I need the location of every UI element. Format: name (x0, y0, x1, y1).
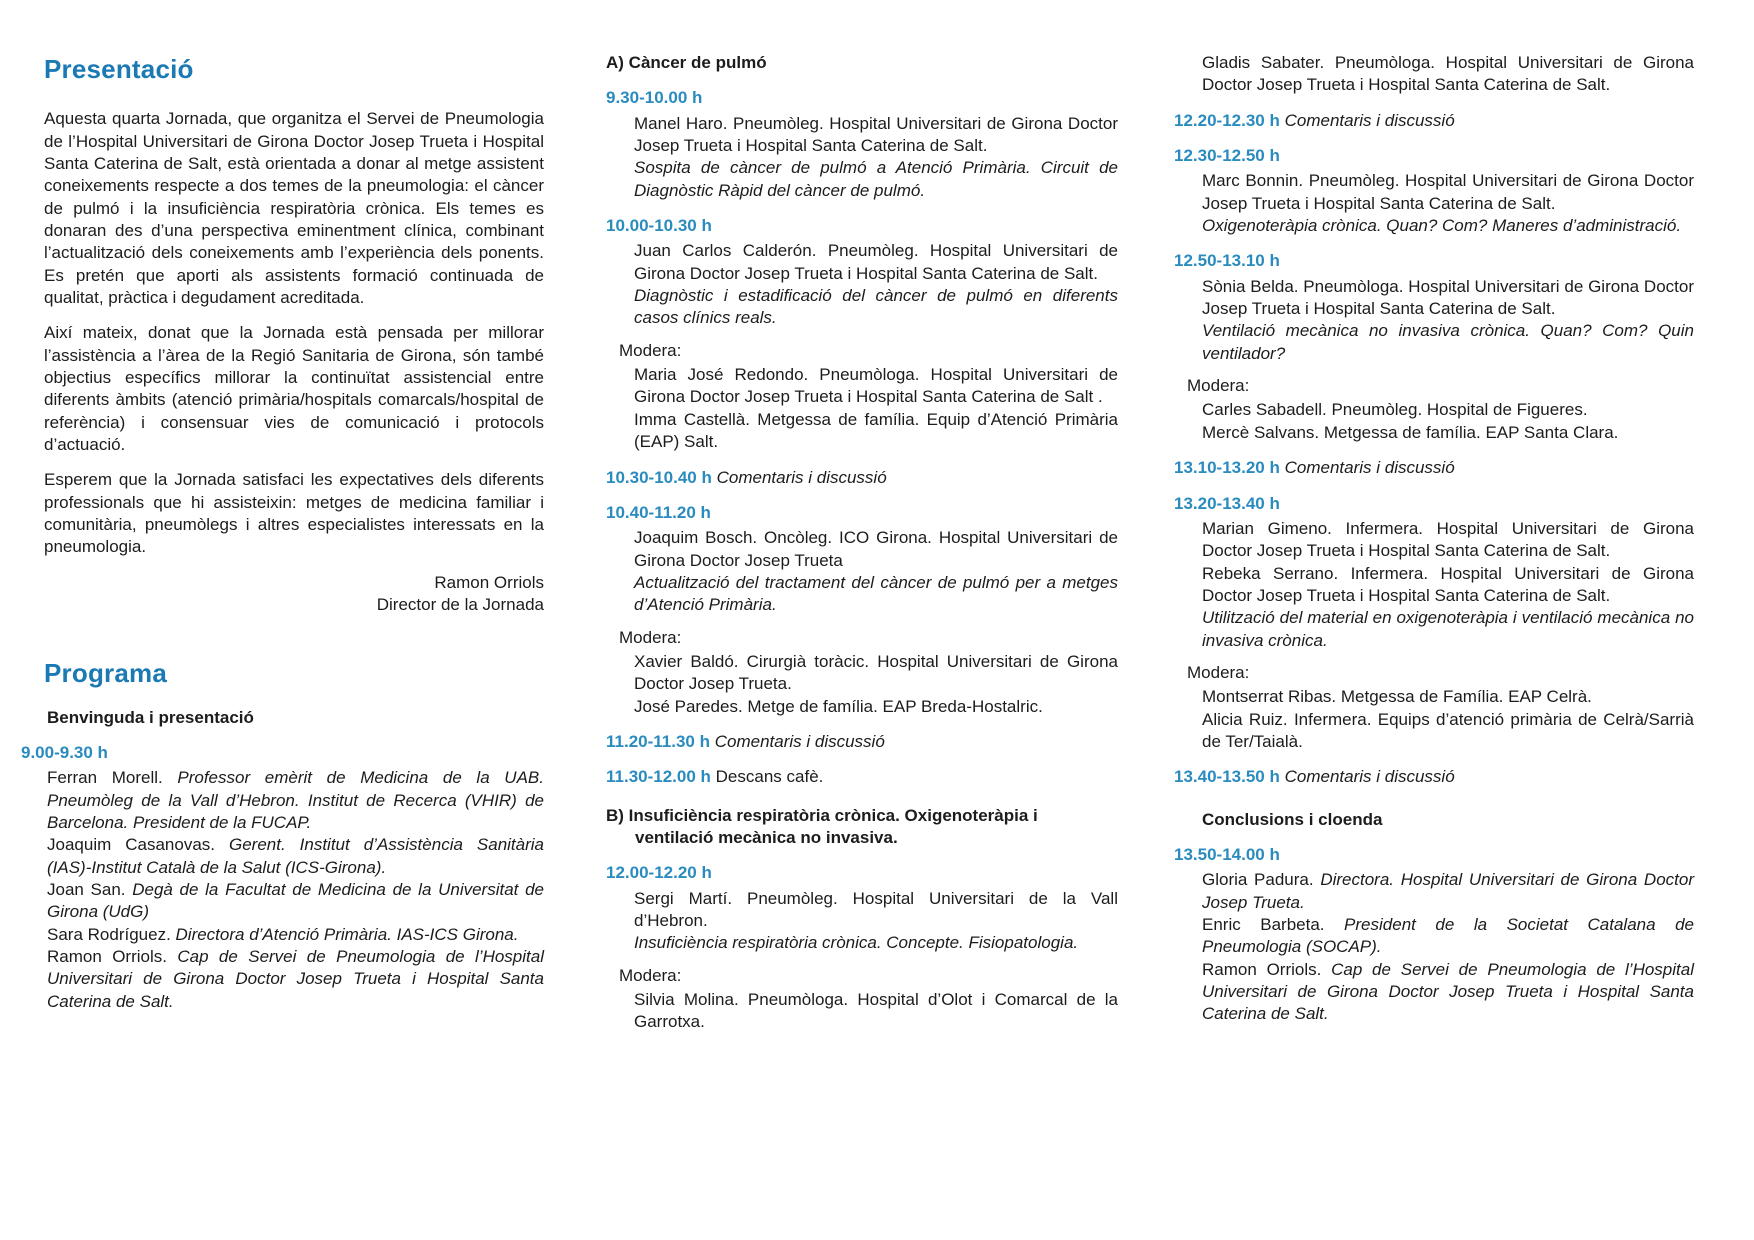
text-run: Sergi Martí. Pneumòleg. Hospital Universitari de la Vall d’Hebron. (634, 888, 1118, 930)
session-time (1174, 250, 1694, 272)
program-entry (47, 924, 544, 946)
subsection-heading: Benvinguda i presentació (47, 707, 254, 727)
italic-text-run: Ventilació mecànica no invasiva crònica. Quan? Com? Quin ventilador? (1202, 321, 1694, 363)
text-run: Alicia Ruiz. Infermera. Equips d’atenció primària de Celrà/Sarrià de Ter/Taialà. (1202, 709, 1694, 751)
subsection-heading: Conclusions i cloenda (1202, 809, 1383, 829)
time-inline-text (1285, 111, 1455, 130)
program-entry (634, 364, 1118, 409)
text-run: Enric Barbeta. (1202, 915, 1345, 934)
session-time (606, 766, 1118, 788)
subsection-heading: A) Càncer de pulmó (606, 53, 767, 72)
text-run: Sara Rodríguez. (47, 924, 176, 944)
text-run: Carles Sabadell. Pneumòleg. Hospital de Figueres. (1202, 400, 1588, 420)
italic-text-run: Actualització del tractament del càncer de pulmó per a metges d’Atenció Primària. (634, 572, 1118, 615)
italic-text-run: Sospita de càncer de pulmó a Atenció Primària. Circuit de Diagnòstic Ràpid del càncer de pulmó. (634, 158, 1118, 200)
text-run: Joaquim Bosch. Oncòleg. ICO Girona. Hospital Universitari de Girona Doctor Josep Trueta (634, 528, 1118, 570)
paragraph: Esperem que la Jornada satisfaci les expectatives dels diferents professionals que hi assisteixin: metges de medicina familiar i comunitària, pneumòlegs i altres especialistes interessats en la pneumologia. (44, 470, 544, 557)
signature-line: Ramon Orriols (434, 572, 544, 592)
moderator-label: Modera: (1187, 376, 1250, 396)
program-entry (1202, 686, 1694, 708)
text-run: Rebeka Serrano. Infermera. Hospital Universitari de Girona Doctor Josep Trueta i Hospital Santa Caterina de Salt. (1202, 563, 1694, 605)
text-run: Gloria Padura. (1202, 870, 1321, 890)
program-b-column (1174, 52, 1694, 1240)
program-entry (634, 696, 1118, 718)
italic-text-run: Cap de Servei de Pneumologia de l’Hospital Universitari de Girona Doctor Josep Trueta i Hospital Santa Caterina de Salt. (1202, 959, 1694, 1024)
time-label: 13.20-13.40 h (1174, 493, 1280, 513)
text-run: Juan Carlos Calderón. Pneumòleg. Hospital Universitari de Girona Doctor Josep Trueta i Hospital Santa Caterina de Salt. (634, 241, 1118, 283)
time-inline-text (1285, 458, 1455, 477)
program-entry (1202, 563, 1694, 608)
session-time (1174, 110, 1694, 132)
italic-text-run: Insuficiència respiratòria crònica. Concepte. Fisiopatologia. (634, 933, 1079, 953)
session-time (1174, 844, 1694, 866)
time-label: 12.50-13.10 h (1174, 251, 1280, 271)
time-label: 13.50-14.00 h (1174, 844, 1280, 864)
text-run: Marc Bonnin. Pneumòleg. Hospital Universitari de Girona Doctor Josep Trueta i Hospital Santa Caterina de Salt. (1202, 171, 1694, 213)
text-run: Gladis Sabater. Pneumòloga. Hospital Universitari de Girona Doctor Josep Trueta i Hospital Santa Caterina de Salt. (1202, 53, 1694, 95)
program-entry (1202, 215, 1694, 237)
session-time (606, 87, 1118, 109)
session-time (606, 215, 1118, 237)
subsection-heading: B) Insuficiència respiratòria crònica. Oxigenoteràpia i ventilació mecànica no invasiva. (606, 805, 1038, 847)
moderator-label: Modera: (1187, 662, 1250, 682)
italic-text-run: Comentaris i discussió (1284, 767, 1455, 787)
program-entry (1202, 320, 1694, 365)
italic-text-run: Comentaris i discussió (1284, 110, 1455, 130)
program-entry (634, 527, 1118, 572)
moderator-label: Modera: (619, 965, 682, 985)
session-time (1174, 493, 1694, 515)
program-entry (1202, 607, 1694, 652)
session-time (1174, 457, 1694, 479)
session-time (1174, 766, 1694, 788)
time-label: 12.20-12.30 h (1174, 110, 1280, 130)
italic-text-run: Oxigenoteràpia crònica. Quan? Com? Maneres d’administració. (1202, 216, 1682, 236)
program-entry (634, 409, 1118, 454)
program-entry (634, 989, 1118, 1034)
program-entry (47, 834, 544, 879)
session-time (606, 467, 1118, 489)
italic-text-run: Directora d’Atenció Primària. IAS-ICS Girona. (175, 924, 519, 944)
program-entry (634, 113, 1118, 158)
time-label: 11.20-11.30 h (606, 731, 710, 751)
text-run: Marian Gimeno. Infermera. Hospital Universitari de Girona Doctor Josep Trueta i Hospital Santa Caterina de Salt. (1202, 518, 1694, 561)
program-entry (47, 946, 544, 1013)
time-label: 12.30-12.50 h (1174, 146, 1280, 166)
session-time (606, 731, 1118, 753)
time-inline-text (716, 767, 824, 786)
moderator-label: Modera: (619, 627, 682, 647)
italic-text-run: Directora. Hospital Universitari de Girona Doctor Josep Trueta. (1202, 870, 1694, 912)
program-entry (47, 767, 544, 834)
italic-text-run: Utilització del material en oxigenoteràpia i ventilació mecànica no invasiva crònica. (1202, 608, 1694, 650)
session-time (1174, 145, 1694, 167)
session-time (21, 742, 544, 764)
program-entry (1202, 422, 1694, 444)
program-entry (47, 879, 544, 924)
text-run: Descans cafè. (715, 767, 824, 787)
italic-text-run: Professor emèrit de Medicina de la UAB. Pneumòleg de la Vall d’Hebron. Institut de Recerca (VHIR) de Barcelona. President de la FUCAP. (47, 768, 544, 832)
program-entry (1202, 170, 1694, 215)
program-entry (634, 651, 1118, 696)
program-entry (1202, 276, 1694, 321)
program-entry (634, 932, 1118, 954)
italic-text-run: Degà de la Facultat de Medicina de la Universitat de Girona (UdG) (47, 880, 544, 922)
italic-text-run: Comentaris i discussió (714, 731, 885, 751)
italic-text-run: Cap de Servei de Pneumologia de l’Hospital Universitari de Girona Doctor Josep Trueta i Hospital Santa Caterina de Salt. (47, 947, 544, 1011)
text-run: Xavier Baldó. Cirurgià toràcic. Hospital Universitari de Girona Doctor Josep Trueta. (634, 651, 1118, 694)
italic-text-run: Comentaris i discussió (716, 467, 887, 487)
italic-text-run: President de la Societat Catalana de Pneumologia (SOCAP). (1202, 915, 1694, 957)
time-label: 10.40-11.20 h (606, 502, 711, 522)
text-run: Ferran Morell. (47, 768, 178, 788)
text-run: Joan San. (47, 880, 133, 899)
text-run: José Paredes. Metge de família. EAP Breda-Hostalric. (634, 696, 1043, 716)
italic-text-run: Gerent. Institut d’Assistència Sanitària (IAS)-Institut Català de la Salut (ICS-Girona). (47, 835, 544, 877)
text-run: Maria José Redondo. Pneumòloga. Hospital Universitari de Girona Doctor Josep Trueta i Hospital Santa Caterina de Salt . (634, 365, 1118, 407)
time-label: 10.00-10.30 h (606, 216, 712, 236)
time-label: 12.00-12.20 h (606, 863, 712, 883)
time-inline-text (1285, 767, 1455, 786)
time-label: 13.10-13.20 h (1174, 458, 1280, 478)
time-label: 13.40-13.50 h (1174, 767, 1280, 787)
section-heading: Programa (44, 658, 167, 689)
program-a-column (606, 52, 1118, 1240)
program-entry (634, 888, 1118, 933)
time-inline-text (715, 732, 885, 751)
program-entry (634, 240, 1118, 285)
time-label: 9.30-10.00 h (606, 88, 703, 108)
signature-line: Director de la Jornada (376, 595, 544, 615)
program-entry (1202, 518, 1694, 563)
text-run: Imma Castellà. Metgessa de família. Equip d’Atenció Primària (EAP) Salt. (634, 409, 1118, 452)
text-run: Ramon Orriols. (47, 947, 178, 967)
signature (44, 572, 544, 617)
text-run: Silvia Molina. Pneumòloga. Hospital d’Olot i Comarcal de la Garrotxa. (634, 990, 1118, 1032)
italic-text-run: Comentaris i discussió (1284, 458, 1455, 478)
paragraph: Aquesta quarta Jornada, que organitza el Servei de Pneumologia de l’Hospital Universitari de Girona Doctor Josep Trueta i Hospital Santa Caterina de Salt, està orientada a donar al metge assistent coneixements respecte a dos temes de la pneumologia: el càncer de pulmó i la insuficiència respiratòria crònica. Els temes es donaran des d’una perspectiva eminentment clínica, combinant l’actualització dels coneixements amb l’experiència dels ponents. Es pretén que aporti als assistents formació continuada de qualitat, pràctica i degudament acreditada. (44, 109, 544, 307)
text-run: Sònia Belda. Pneumòloga. Hospital Universitari de Girona Doctor Josep Trueta i Hospital Santa Caterina de Salt. (1202, 276, 1694, 319)
text-run: Manel Haro. Pneumòleg. Hospital Universitari de Girona Doctor Josep Trueta i Hospital Santa Caterina de Salt. (634, 113, 1118, 156)
time-inline-text (717, 468, 887, 487)
program-entry (1202, 869, 1694, 914)
text-run: Mercè Salvans. Metgessa de família. EAP Santa Clara. (1202, 422, 1619, 442)
program-entry (634, 157, 1118, 202)
time-label: 11.30-12.00 h (606, 767, 711, 787)
program-entry (1202, 399, 1694, 421)
program-entry (1202, 709, 1694, 754)
moderator-label: Modera: (619, 340, 682, 360)
italic-text-run: Diagnòstic i estadificació del càncer de pulmó en diferents casos clínics reals. (634, 286, 1118, 328)
program-entry (1202, 52, 1694, 97)
program-entry (1202, 959, 1694, 1026)
text-run: Ramon Orriols. (1202, 959, 1332, 979)
time-label: 9.00-9.30 h (21, 742, 108, 762)
program-entry (634, 285, 1118, 330)
paragraph: Així mateix, donat que la Jornada està pensada per millorar l’assistència a l’àrea de la Regió Sanitaria de Girona, són també objectius específics millorar la continuïtat assistencial entre diferents àmbits (atenció primària/hospitals comarcals/hospital de referència) i consensuar vies de comunicació i protocols d’actuació. (44, 323, 544, 454)
session-time (606, 502, 1118, 524)
time-label: 10.30-10.40 h (606, 467, 712, 487)
presentacio-column (21, 52, 544, 1240)
program-entry (634, 572, 1118, 617)
text-run: Joaquim Casanovas. (47, 835, 229, 855)
program-entry (1202, 914, 1694, 959)
section-heading: Presentació (44, 54, 194, 84)
text-run: Montserrat Ribas. Metgessa de Família. EAP Celrà. (1202, 687, 1592, 707)
session-time (606, 862, 1118, 884)
